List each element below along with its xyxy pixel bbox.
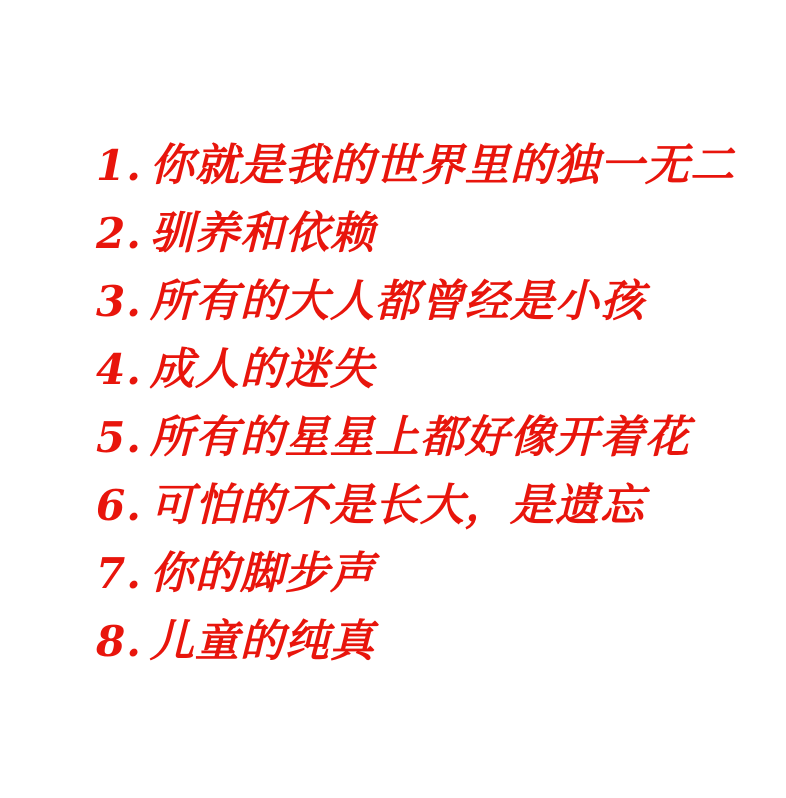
- list-item-label: 你就是我的世界里的独一无二: [149, 140, 735, 191]
- list-item: [0, 132, 786, 200]
- list-item: [0, 200, 786, 268]
- list-item-number: 7.: [96, 549, 142, 598]
- list-item: [0, 540, 786, 608]
- list-item-label: 成人的迷失: [149, 344, 375, 395]
- list-item-label: 所有的星星上都好像开着花: [149, 412, 690, 463]
- list-item-number: 6.: [96, 481, 142, 530]
- numbered-list: [0, 132, 786, 676]
- list-item-label: 你的脚步声: [149, 548, 375, 599]
- list-item: [0, 336, 786, 404]
- list-item-number: 3.: [96, 277, 142, 326]
- list-item-number: 1.: [96, 141, 142, 190]
- list-item: [0, 268, 786, 336]
- list-item-number: 4.: [96, 345, 142, 394]
- list-item: [0, 472, 786, 540]
- list-item-number: 2.: [96, 209, 142, 258]
- list-item: [0, 608, 786, 676]
- list-item-label: 驯养和依赖: [149, 208, 375, 259]
- list-item: [0, 404, 786, 472]
- list-item-label: 可怕的不是长大，是遗忘: [149, 480, 645, 531]
- list-item-number: 5.: [96, 413, 142, 462]
- list-item-label: 所有的大人都曾经是小孩: [149, 276, 645, 327]
- list-item-label: 儿童的纯真: [149, 616, 375, 667]
- list-item-number: 8.: [96, 617, 142, 666]
